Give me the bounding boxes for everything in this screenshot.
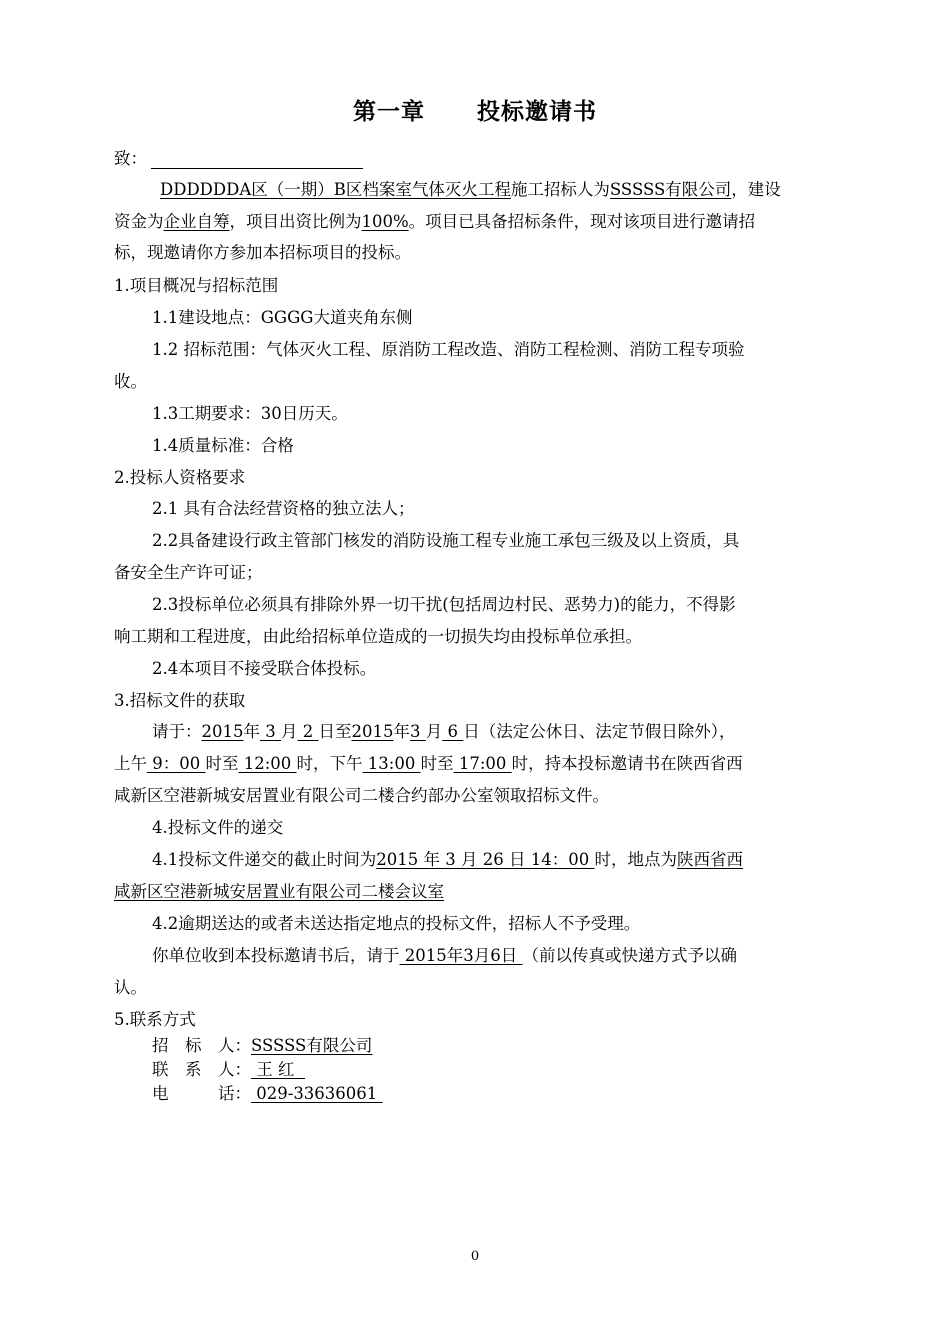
time-field: 17:00 <box>453 754 512 773</box>
location-field: 咸新区空港新城安居置业有限公司二楼会议室 <box>114 882 444 901</box>
text: 时，下午 <box>296 754 363 773</box>
deadline-field: 年 <box>423 850 440 869</box>
section-4-heading: 4.投标文件的递交 <box>152 818 284 837</box>
chapter-number: 第一章 <box>353 99 425 125</box>
section-1-heading: 1.项目概况与招标范围 <box>114 276 279 295</box>
contact-value: SSSSS有限公司 <box>251 1036 373 1055</box>
text: 上午 <box>114 754 147 773</box>
text: 时至 <box>420 754 454 773</box>
contact-value: 王 红 <box>251 1060 305 1079</box>
chapter-title <box>0 93 950 126</box>
deadline-field: 月 <box>461 850 478 869</box>
contact-label: 电 话： <box>152 1084 251 1103</box>
s1-item-4: 1.4质量标准：合格 <box>152 436 294 455</box>
s2-item-4: 2.4本项目不接受联合体投标。 <box>152 659 377 678</box>
text: 时至 <box>205 754 239 773</box>
contact-value: 029-33636061 <box>251 1084 383 1103</box>
to-label: 致： <box>114 149 147 168</box>
date-field: 2015 <box>201 722 244 741</box>
text: 请于： <box>152 722 202 741</box>
text: 4.1投标文件递交的截止时间为 <box>152 850 377 869</box>
deadline-field: 3 <box>440 850 461 869</box>
text: （前以传真或快递方式予以确 <box>522 946 737 965</box>
text: 年 <box>243 722 260 741</box>
s3-line-3: 咸新区空港新城安居置业有限公司二楼合约部办公室领取招标文件。 <box>114 786 609 805</box>
text: ，建设 <box>731 180 781 199</box>
text: 。项目已具备招标条件，现对该项目进行邀请招 <box>408 212 756 231</box>
text: 年 <box>393 722 410 741</box>
fund-source: 企业自筹 <box>163 212 230 231</box>
tenderer-name: SSSSS有限公司 <box>609 180 732 199</box>
fund-ratio: 100% <box>361 212 409 231</box>
time-field: 12:00 <box>238 754 297 773</box>
location-field: 陕西省西 <box>676 850 743 869</box>
page-number: 0 <box>470 1249 480 1264</box>
addressee-blank <box>151 150 363 169</box>
s2-item-2-cont: 备安全生产许可证； <box>114 563 263 582</box>
text: 你单位收到本投标邀请书后，请于 <box>152 946 400 965</box>
section-2-heading: 2.投标人资格要求 <box>114 468 246 487</box>
s1-item-2-cont: 收。 <box>114 372 147 391</box>
text: 日（法定公休日、法定节假日除外）， <box>463 722 736 741</box>
text: ，项目出资比例为 <box>229 212 362 231</box>
confirm-date: 2015年3月6日 <box>399 946 523 965</box>
s1-item-1: 1.1建设地点：GGGG大道夹角东侧 <box>152 308 413 327</box>
text: 月 <box>281 722 298 741</box>
contact-label: 招 标 人： <box>152 1036 251 1055</box>
chapter-name: 投标邀请书 <box>477 99 597 125</box>
intro-line-2 <box>114 212 755 232</box>
s3-line-2 <box>114 754 743 774</box>
contact-label: 联 系 人： <box>152 1060 251 1079</box>
text: 日至 <box>318 722 352 741</box>
intro-line-3: 标，现邀请你方参加本招标项目的投标。 <box>114 243 411 262</box>
project-name: DDDDDDA区（一期）B区档案室气体灭火工程 <box>160 180 511 199</box>
contact-phone <box>152 1084 383 1104</box>
date-field: 6 <box>442 722 464 741</box>
s4-item-2: 4.2逾期送达的或者未送达指定地点的投标文件，招标人不予受理。 <box>152 914 641 933</box>
text: 资金为 <box>114 212 164 231</box>
date-field: 2 <box>297 722 319 741</box>
s3-line-1 <box>152 722 736 742</box>
date-field: 2015 <box>351 722 394 741</box>
text: 时，地点为 <box>594 850 677 869</box>
s1-item-2: 1.2 招标范围：气体灭火工程、原消防工程改造、消防工程检测、消防工程专项验 <box>152 340 745 359</box>
confirm-line-1 <box>152 946 737 966</box>
text: 月 <box>425 722 443 741</box>
addressee-line <box>114 149 363 169</box>
time-field: 9：00 <box>147 754 206 773</box>
date-field: 3 <box>260 722 281 741</box>
confirm-line-2: 认。 <box>114 978 147 997</box>
s2-item-3-cont: 响工期和工程进度，由此给招标单位造成的一切损失均由投标单位承担。 <box>114 627 642 646</box>
s2-item-2: 2.2具备建设行政主管部门核发的消防设施工程专业施工承包三级及以上资质，具 <box>152 531 740 550</box>
section-5-heading: 5.联系方式 <box>114 1010 196 1029</box>
s2-item-1: 2.1 具有合法经营资格的独立法人； <box>152 499 415 518</box>
section-3-heading: 3.招标文件的获取 <box>114 691 246 710</box>
contact-tenderer <box>152 1036 372 1056</box>
time-field: 13:00 <box>362 754 421 773</box>
s1-item-3: 1.3工期要求：30日历天。 <box>152 404 348 423</box>
deadline-field: 14：00 <box>525 850 595 869</box>
s2-item-3: 2.3投标单位必须具有排除外界一切干扰(包括周边村民、恶势力)的能力，不得影 <box>152 595 736 614</box>
contact-person <box>152 1060 305 1080</box>
date-field: 3 <box>410 722 426 741</box>
deadline-field: 日 <box>509 850 526 869</box>
text: 时，持本投标邀请书在陕西省西 <box>511 754 743 773</box>
deadline-field: 2015 <box>376 850 424 869</box>
deadline-field: 26 <box>477 850 509 869</box>
s4-line-1 <box>152 850 743 870</box>
text: 施工招标人为 <box>510 180 610 199</box>
intro-line-1 <box>160 180 781 200</box>
s4-line-2 <box>114 882 444 902</box>
